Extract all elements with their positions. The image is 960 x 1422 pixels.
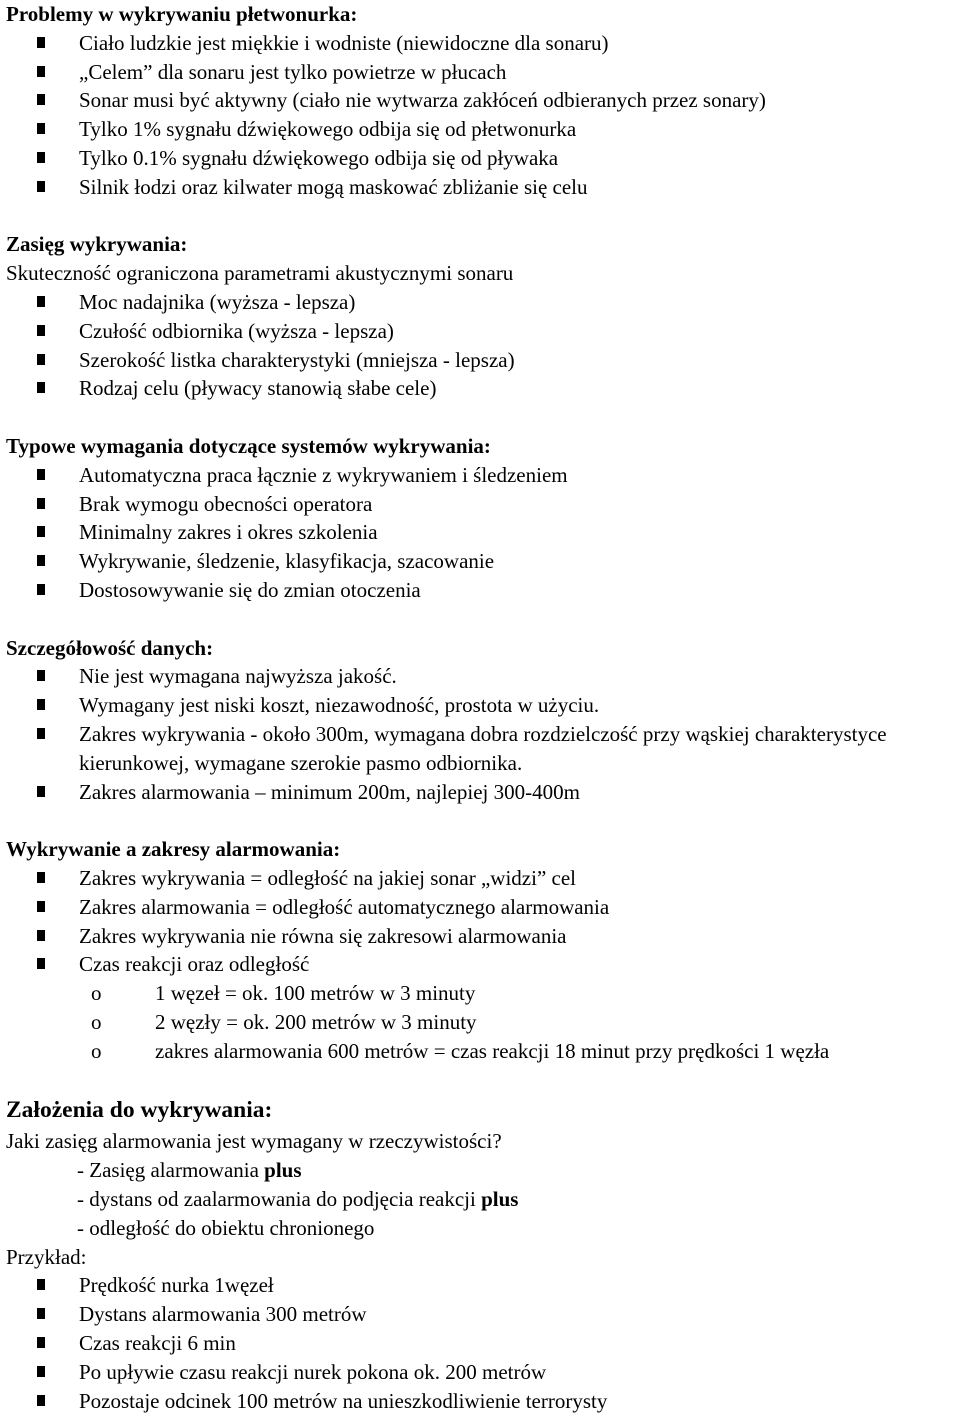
list-item: Wymagany jest niski koszt, niezawodność, prostota w użyciu. [6,691,960,720]
circle-bullet-icon: o [91,981,102,1006]
sub-list-item [6,1008,960,1037]
sub-list-item [6,1037,960,1066]
list-item: Czułość odbiornika (wyższa - lepsza) [6,317,960,346]
list-item: Zakres alarmowania = odległość automatycznego alarmowania [6,893,960,922]
spacer [6,403,960,432]
sub-list-item-text: 1 węzeł = ok. 100 metrów w 3 minuty [155,981,476,1006]
section-heading-assumptions: Założenia do wykrywania: [6,1097,273,1124]
list-item: Ciało ludzkie jest miękkie i wodniste (niewidoczne dla sonaru) [6,29,960,58]
section-heading-detail: Szczegółowość danych: [6,635,214,660]
list-item: Czas reakcji oraz odległość [6,950,960,979]
section-heading-requirements: Typowe wymagania dotyczące systemów wykrywania: [6,433,491,458]
list-item: Zakres alarmowania – minimum 200m, najlepiej 300-400m [6,778,960,807]
range-list [6,288,960,403]
list-item: Silnik łodzi oraz kilwater mogą maskować zbliżanie się celu [6,173,960,202]
detection-alarm-list [6,864,960,979]
list-item: Czas reakcji 6 min [6,1329,960,1358]
problems-list [6,29,960,202]
spacer [6,202,960,231]
list-item: Rodzaj celu (pływacy stanowią słabe cele) [6,374,960,403]
detail-list [6,662,960,806]
list-item: Zakres wykrywania - około 300m, wymagana dobra rozdzielczość przy wąskiej charakterystyce kierunkowej, wymagane szerokie pasmo odbiornika. [6,720,960,778]
spacer [6,605,960,634]
list-item: Zakres wykrywania nie równa się zakresowi alarmowania [6,922,960,951]
list-item: Dystans alarmowania 300 metrów [6,1300,960,1329]
list-item: Sonar musi być aktywny (ciało nie wytwarza zakłóceń odbieranych przez sonary) [6,86,960,115]
spacer [6,1065,960,1089]
assumptions-question: Jaki zasięg alarmowania jest wymagany w rzeczywistości? [6,1129,502,1154]
example-list [6,1271,960,1415]
assumption-line: - dystans od zaalarmowania do podjęcia reakcji plus [77,1187,519,1212]
assumption-line: - odległość do obiektu chronionego [77,1215,375,1240]
reaction-sublist [6,979,960,1065]
sub-list-item-text: zakres alarmowania 600 metrów = czas reakcji 18 minut przy prędkości 1 węzła [155,1038,830,1063]
list-item: Zakres wykrywania = odległość na jakiej sonar „widzi” cel [6,864,960,893]
spacer [6,806,960,835]
list-item: Wykrywanie, śledzenie, klasyfikacja, szacowanie [6,547,960,576]
section-heading-range: Zasięg wykrywania: [6,232,188,257]
list-item: Nie jest wymagana najwyższa jakość. [6,662,960,691]
assumption-line: - Zasięg alarmowania plus [77,1158,302,1183]
list-item: Prędkość nurka 1węzeł [6,1271,960,1300]
list-item: Automatyczna praca łącznie z wykrywaniem i śledzeniem [6,461,960,490]
list-item: Moc nadajnika (wyższa - lepsza) [6,288,960,317]
requirements-list [6,461,960,605]
section-heading-problems: Problemy w wykrywaniu płetwonurka: [6,2,358,26]
circle-bullet-icon: o [91,1009,102,1034]
list-item: Dostosowywanie się do zmian otoczenia [6,576,960,605]
sub-list-item-text: 2 węzły = ok. 200 metrów w 3 minuty [155,1009,477,1034]
list-item: Szerokość listka charakterystyki (mniejsza - lepsza) [6,346,960,375]
list-item: „Celem” dla sonaru jest tylko powietrze w płucach [6,58,960,87]
list-item: Pozostaje odcinek 100 metrów na unieszkodliwienie terrorysty [6,1387,960,1416]
document-page [6,0,960,1415]
range-intro: Skuteczność ograniczona parametrami akustycznymi sonaru [6,261,514,286]
list-item: Minimalny zakres i okres szkolenia [6,518,960,547]
sub-list-item [6,979,960,1008]
list-item: Tylko 0.1% sygnału dźwiękowego odbija się od pływaka [6,144,960,173]
example-label: Przykład: [6,1244,87,1269]
list-item: Brak wymogu obecności operatora [6,490,960,519]
list-item: Po upływie czasu reakcji nurek pokona ok. 200 metrów [6,1358,960,1387]
section-heading-detection-vs-alarm: Wykrywanie a zakresy alarmowania: [6,837,341,862]
circle-bullet-icon: o [91,1038,102,1063]
list-item: Tylko 1% sygnału dźwiękowego odbija się od płetwonurka [6,115,960,144]
